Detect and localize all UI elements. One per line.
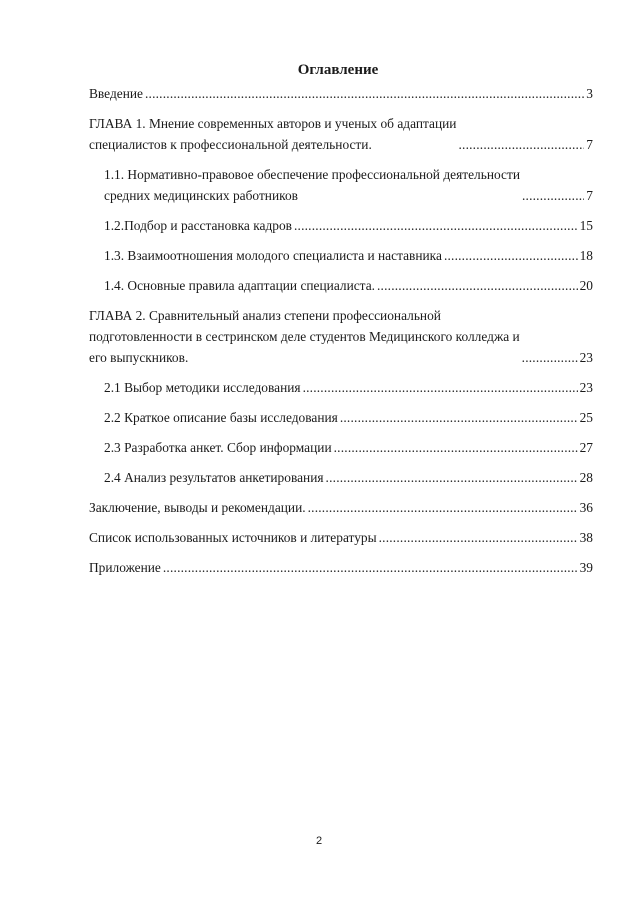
toc-entry-text: Список использованных источников и литературы [89, 530, 377, 545]
toc-entry[interactable] [89, 497, 593, 518]
toc-dot-leader [375, 275, 578, 296]
toc-entry-text: 1.4. Основные правила адаптации специалиста. [104, 278, 375, 293]
toc-entry-text: 1.1. Нормативно-правовое обеспечение профессиональной деятельности средних медицинских работников [104, 167, 520, 203]
toc-entry-text: 2.3 Разработка анкет. Сбор информации [104, 440, 332, 455]
toc-entry-page: 15 [579, 218, 593, 233]
toc-entry-page: 23 [579, 350, 593, 365]
toc-entry-page: 3 [586, 86, 593, 101]
toc-entry-text: 1.3. Взаимоотношения молодого специалиста и наставника [104, 248, 442, 263]
toc-entry[interactable] [89, 407, 593, 428]
toc-dot-leader [338, 407, 578, 428]
toc-entry[interactable] [89, 164, 593, 206]
toc-dot-leader [161, 557, 578, 578]
toc-dot-leader [292, 215, 578, 236]
toc-entry-text: 1.2.Подбор и расстановка кадров [104, 218, 292, 233]
toc-entry-page: 25 [579, 410, 593, 425]
toc-entry-page: 20 [579, 278, 593, 293]
toc-entry-page: 38 [579, 530, 593, 545]
toc-dot-leader [143, 83, 584, 104]
toc-dot-leader [520, 347, 578, 368]
toc-entry-page: 7 [586, 188, 593, 203]
toc-entry[interactable] [89, 275, 593, 296]
toc-entry-text: 2.1 Выбор методики исследования [104, 380, 301, 395]
toc-entry-page: 27 [579, 440, 593, 455]
toc-entry[interactable] [89, 83, 593, 104]
toc-entry-page: 36 [579, 500, 593, 515]
toc-entry[interactable] [89, 557, 593, 578]
toc-entry[interactable] [89, 437, 593, 458]
toc-entry-text: Заключение, выводы и рекомендации. [89, 500, 306, 515]
toc-dot-leader [324, 467, 578, 488]
toc-title: Оглавление [297, 62, 379, 78]
toc-entry-text: ГЛАВА 1. Мнение современных авторов и ученых об адаптации специалистов к профессиональной деятельности. [89, 116, 457, 152]
toc-dot-leader [377, 527, 578, 548]
toc-entry-text: ГЛАВА 2. Сравнительный анализ степени профессиональной подготовленности в сестринском деле студентов Медицинского колледжа и его выпускников. [89, 308, 520, 365]
toc-entry-text: Приложение [89, 560, 161, 575]
toc-dot-leader [301, 377, 578, 398]
toc-entry-page: 23 [579, 380, 593, 395]
toc-entry-page: 39 [579, 560, 593, 575]
toc-entry-page: 28 [579, 470, 593, 485]
toc-entry[interactable] [89, 245, 593, 266]
toc-entry-text: Введение [89, 86, 143, 101]
toc-entry-text: 2.2 Краткое описание базы исследования [104, 410, 338, 425]
toc-entry[interactable] [89, 305, 593, 368]
toc-entry[interactable] [89, 377, 593, 398]
toc-dot-leader [306, 497, 578, 518]
toc-entry[interactable] [89, 113, 593, 155]
toc-entry[interactable] [89, 215, 593, 236]
toc-dot-leader [442, 245, 578, 266]
toc-dot-leader [332, 437, 578, 458]
page-number: 2 [315, 835, 323, 847]
toc-entry-page: 7 [586, 137, 593, 152]
table-of-contents [89, 83, 593, 578]
toc-dot-leader [520, 185, 584, 206]
toc-entry-page: 18 [579, 248, 593, 263]
toc-entry[interactable] [89, 527, 593, 548]
toc-dot-leader [456, 134, 584, 155]
toc-entry-text: 2.4 Анализ результатов анкетирования [104, 470, 324, 485]
toc-entry[interactable] [89, 467, 593, 488]
